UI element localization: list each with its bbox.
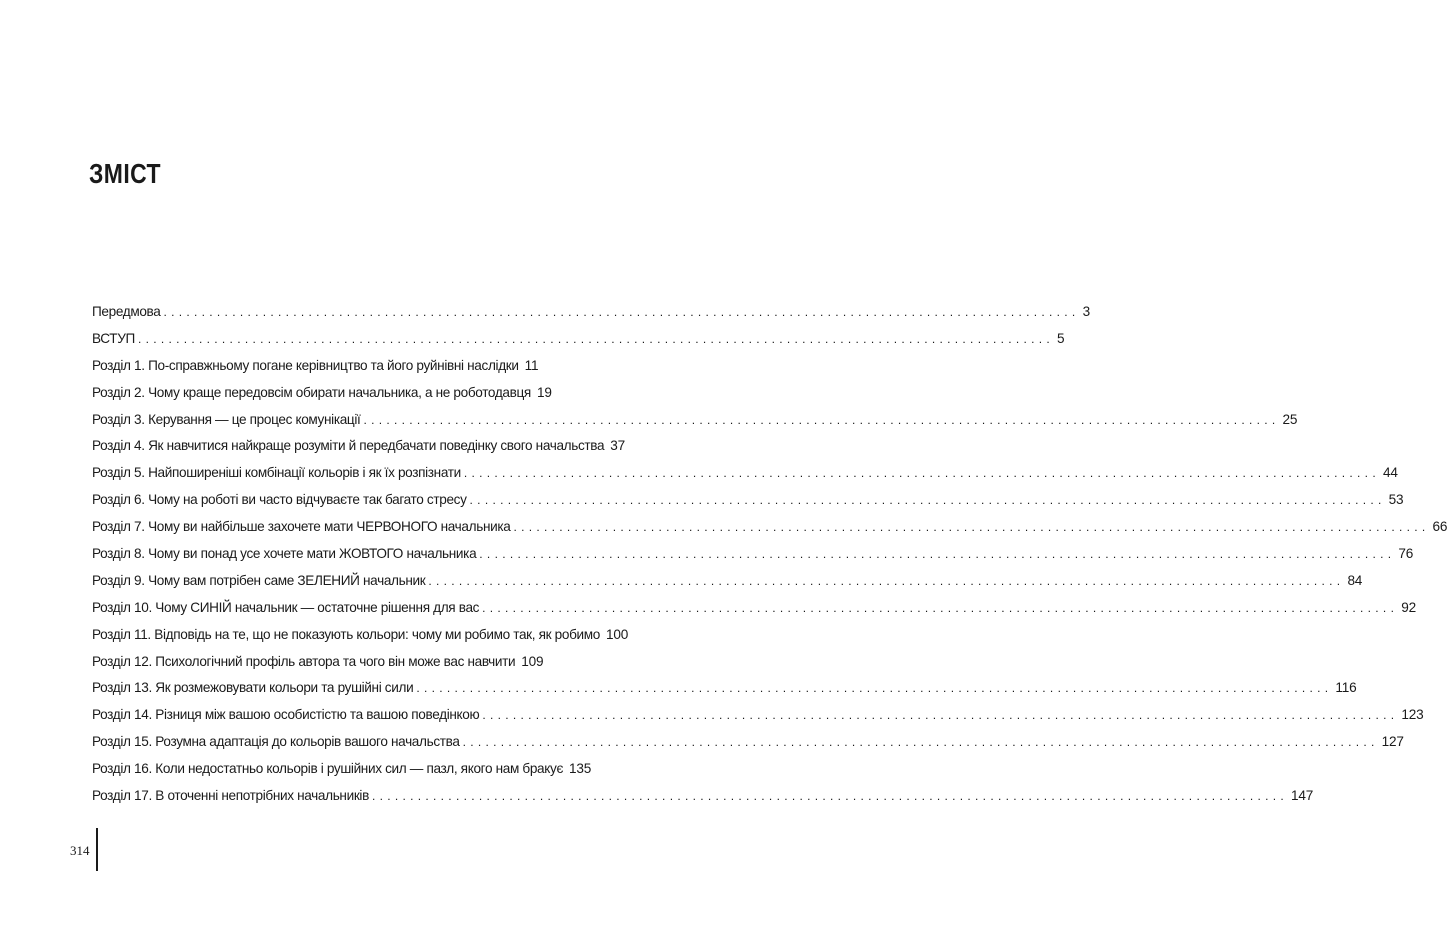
toc-leader-dots: ........................................................................................................................	[371, 789, 1289, 804]
toc-entry-title: Розділ 3. Керування — це процес комунікації	[92, 411, 361, 427]
toc-entry	[92, 680, 1357, 707]
toc-entry-page: 123	[1401, 707, 1424, 723]
toc-leader-dots: ........................................................................................................................	[479, 547, 1396, 562]
toc-leader-dots: ........................................................................................................................	[482, 708, 1399, 723]
page-number-divider	[96, 828, 98, 871]
toc-entry-page: 11	[524, 357, 539, 373]
toc-entry-page: 3	[1082, 304, 1090, 319]
toc-entry	[92, 546, 1414, 573]
toc-entry-title: Розділ 6. Чому на роботі ви часто відчуваєте так багато стресу	[92, 492, 467, 508]
toc-entry	[92, 599, 1416, 627]
toc-entry	[92, 519, 1447, 546]
table-of-contents	[92, 304, 1447, 815]
toc-leader-dots: ........................................................................................................................	[428, 573, 1345, 588]
page-title: ЗМІСТ	[89, 158, 161, 189]
toc-entry-page: 19	[536, 384, 552, 400]
toc-entry	[92, 653, 544, 681]
toc-entry-title: Передмова	[92, 304, 161, 319]
toc-entry-title: Розділ 14. Різниця між вашою особистістю та вашою поведінкою	[92, 707, 480, 723]
toc-entry-page: 53	[1388, 492, 1404, 508]
toc-entry-title: Розділ 5. Найпоширеніші комбінації кольорів і як їх розпізнати	[92, 465, 461, 481]
toc-entry-title: Розділ 8. Чому ви понад усе хочете мати ЖОВТОГО начальника	[92, 546, 477, 562]
toc-entry-title: Розділ 2. Чому краще передовсім обирати начальника, а не роботодавця	[92, 384, 531, 400]
toc-leader-dots: ........................................................................................................................	[513, 520, 1430, 535]
toc-entry	[92, 330, 1065, 358]
toc-entry-title: ВСТУП	[92, 330, 135, 346]
toc-leader-dots: ........................................................................................................................	[462, 735, 1379, 750]
toc-entry	[92, 761, 592, 788]
toc-leader-dots: ........................................................................................................................	[469, 493, 1386, 508]
toc-entry-page: 76	[1398, 546, 1414, 562]
toc-entry-page: 135	[569, 761, 592, 777]
toc-entry-title: Розділ 4. Як навчитися найкраще розуміти й передбачати поведінку свого начальства	[92, 438, 605, 454]
toc-entry-page: 116	[1335, 680, 1357, 696]
toc-entry-page: 5	[1057, 330, 1065, 346]
toc-leader-dots: ........................................................................................................................	[363, 412, 1280, 427]
toc-entry-title: Розділ 17. В оточенні непотрібних начальників	[92, 788, 369, 804]
page-number: 314	[70, 843, 90, 858]
toc-entry-page: 92	[1401, 599, 1416, 615]
toc-leader-dots: ........................................................................................................................	[482, 600, 1399, 615]
toc-entry-title: Розділ 7. Чому ви найбільше захочете мати ЧЕРВОНОГО начальника	[92, 519, 511, 535]
toc-entry	[92, 492, 1404, 519]
toc-leader-dots: ........................................................................................................................	[416, 681, 1333, 696]
toc-entry-page: 44	[1382, 465, 1398, 481]
toc-entry	[92, 465, 1398, 492]
toc-entry	[92, 304, 1090, 331]
toc-entry-title: Розділ 11. Відповідь на те, що не показують кольори: чому ми робимо так, як робимо	[92, 626, 600, 642]
toc-leader-dots: ........................................................................................................................	[163, 305, 1080, 319]
toc-entry-page: 127	[1381, 734, 1404, 750]
toc-entry	[92, 707, 1424, 734]
toc-entry-title: Розділ 1. По-справжньому погане керівництво та його руйнівні наслідки	[92, 357, 519, 373]
toc-entry-page: 147	[1291, 788, 1314, 804]
toc-leader-dots: ........................................................................................................................	[463, 466, 1380, 481]
toc-entry-page: 66	[1432, 519, 1447, 535]
toc-entry	[92, 411, 1298, 439]
toc-entry-title: Розділ 15. Розумна адаптація до кольорів вашого начальства	[92, 734, 460, 750]
toc-entry	[92, 626, 629, 654]
toc-entry-title: Розділ 10. Чому СИНІЙ начальник — остаточне рішення для вас	[92, 599, 480, 615]
toc-leader-dots: ........................................................................................................................	[137, 331, 1055, 346]
toc-entry-page: 84	[1347, 572, 1363, 588]
toc-entry	[92, 572, 1363, 600]
toc-entry-title: Розділ 12. Психологічний профіль автора та чого він може вас навчити	[92, 653, 516, 669]
toc-entry	[92, 384, 552, 412]
toc-entry	[92, 358, 538, 385]
toc-entry-title: Розділ 9. Чому вам потрібен саме ЗЕЛЕНИЙ начальник	[92, 572, 426, 588]
toc-entry-page: 100	[605, 626, 629, 642]
toc-entry	[92, 438, 625, 465]
toc-entry	[92, 734, 1404, 761]
toc-entry-title: Розділ 16. Коли недостатньо кольорів і рушійних сил — пазл, якого нам бракує	[92, 761, 564, 777]
toc-entry-page: 37	[610, 438, 625, 454]
toc-entry-title: Розділ 13. Як розмежовувати кольори та рушійні сили	[92, 680, 414, 696]
toc-entry	[92, 788, 1314, 815]
toc-entry-page: 109	[521, 653, 544, 669]
toc-entry-page: 25	[1282, 411, 1298, 427]
